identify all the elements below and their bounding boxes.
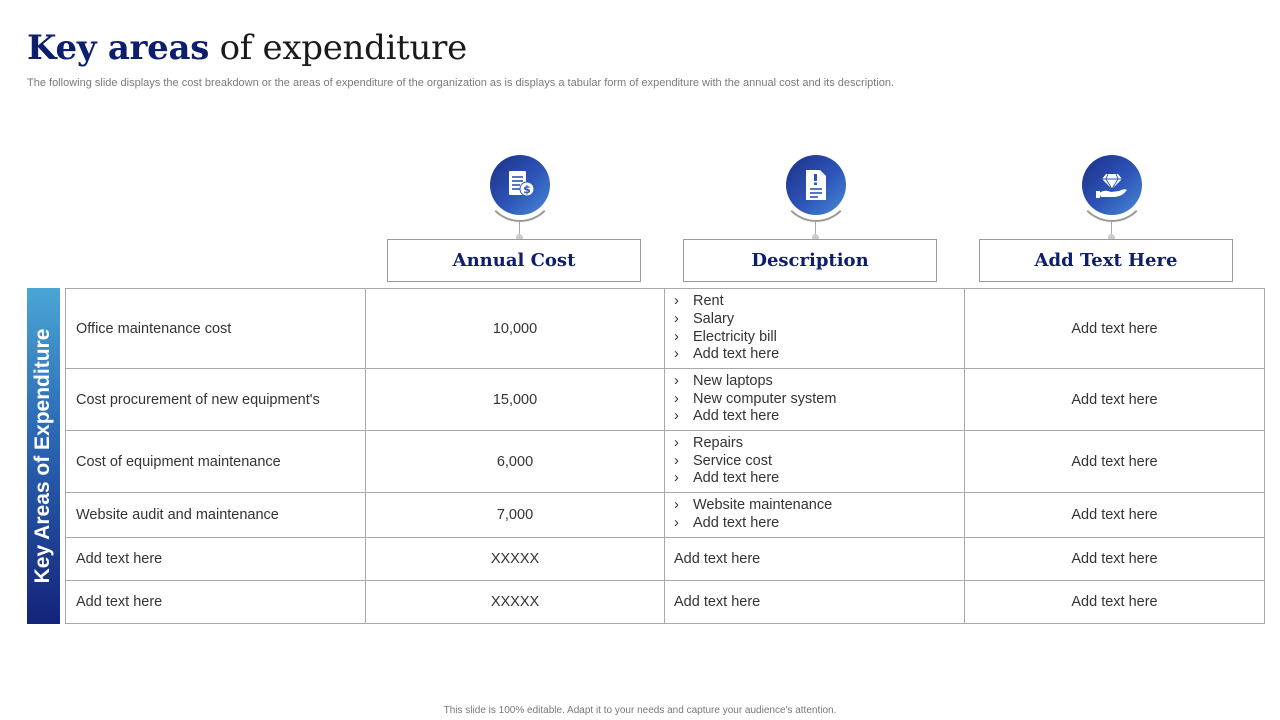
chevron-right-icon: › — [674, 328, 679, 345]
add-text-icon-badge — [1076, 150, 1148, 240]
document-icon — [786, 155, 846, 215]
chevron-right-icon: › — [674, 408, 679, 425]
description-cell — [665, 369, 965, 431]
chevron-right-icon: › — [674, 390, 679, 407]
description-list-item — [674, 293, 964, 311]
column-header-description: Description — [683, 239, 937, 282]
description-item-text: Website maintenance — [693, 497, 833, 514]
add-text-cell: Add text here — [965, 538, 1265, 581]
diamond-hand-icon — [1082, 155, 1142, 215]
chevron-right-icon: › — [674, 497, 679, 514]
side-label: Key Areas of Expenditure — [31, 328, 54, 584]
annual-cost-cell: XXXXX — [366, 581, 665, 624]
column-header-add-text: Add Text Here — [979, 239, 1233, 282]
description-cell — [665, 289, 965, 369]
expense-name-cell: Cost procurement of new equipment's — [66, 369, 366, 431]
chevron-right-icon: › — [674, 346, 679, 363]
add-text-cell: Add text here — [965, 369, 1265, 431]
chevron-right-icon: › — [674, 435, 679, 452]
description-list-item — [674, 329, 964, 347]
description-list-item — [674, 515, 964, 533]
description-item-text: Electricity bill — [693, 328, 777, 345]
description-list-item — [674, 346, 964, 364]
footer-note: This slide is 100% editable. Adapt it to your needs and capture your audience's attention. — [443, 705, 837, 716]
description-item-text: Service cost — [693, 452, 772, 469]
add-text-cell: Add text here — [965, 289, 1265, 369]
add-text-cell: Add text here — [965, 431, 1265, 493]
description-item-text: Add text here — [693, 346, 780, 363]
expenditure-table — [65, 288, 1265, 624]
description-list-item — [674, 408, 964, 426]
description-item-text: Add text here — [693, 470, 780, 487]
description-cell: Add text here — [665, 581, 965, 624]
table-row — [66, 581, 1265, 624]
description-icon-badge — [780, 150, 852, 240]
page-title — [27, 28, 467, 68]
expense-name-cell: Add text here — [66, 538, 366, 581]
annual-cost-icon-badge — [484, 150, 556, 240]
description-cell: Add text here — [665, 538, 965, 581]
description-list — [674, 497, 964, 532]
table-row — [66, 369, 1265, 431]
svg-text:$: $ — [523, 183, 531, 196]
chevron-right-icon: › — [674, 373, 679, 390]
table-row — [66, 493, 1265, 538]
description-item-text: Rent — [693, 293, 724, 310]
description-item-text: Add text here — [693, 515, 780, 531]
chevron-right-icon: › — [674, 470, 679, 487]
chevron-right-icon: › — [674, 515, 679, 531]
annual-cost-cell: 10,000 — [366, 289, 665, 369]
table-row — [66, 538, 1265, 581]
column-header-annual-cost: Annual Cost — [387, 239, 641, 282]
chevron-right-icon: › — [674, 452, 679, 469]
table-row — [66, 289, 1265, 369]
invoice-dollar-icon — [490, 155, 550, 215]
description-list — [674, 373, 964, 426]
description-list-item — [674, 311, 964, 329]
annual-cost-cell: 15,000 — [366, 369, 665, 431]
description-list-item — [674, 435, 964, 453]
description-cell — [665, 493, 965, 538]
table-row — [66, 431, 1265, 493]
chevron-right-icon: › — [674, 310, 679, 327]
description-item-text: Add text here — [693, 408, 780, 425]
description-list-item — [674, 453, 964, 471]
annual-cost-cell: XXXXX — [366, 538, 665, 581]
description-list — [674, 293, 964, 363]
page-subtitle: The following slide displays the cost breakdown or the areas of expenditure of the organization as is displays a tabular form of expenditure with the annual cost and its description. — [27, 77, 895, 89]
description-cell — [665, 431, 965, 493]
description-item-text: New computer system — [693, 390, 837, 407]
page-title-bold: Key areas — [27, 28, 210, 68]
chevron-right-icon: › — [674, 293, 679, 310]
expense-name-cell: Add text here — [66, 581, 366, 624]
description-list-item — [674, 373, 964, 391]
expense-name-cell: Website audit and maintenance — [66, 493, 366, 538]
description-list-item — [674, 391, 964, 409]
annual-cost-cell: 7,000 — [366, 493, 665, 538]
annual-cost-cell: 6,000 — [366, 431, 665, 493]
description-list-item — [674, 470, 964, 488]
description-item-text: Salary — [693, 310, 735, 327]
add-text-cell: Add text here — [965, 581, 1265, 624]
description-item-text: New laptops — [693, 373, 773, 390]
side-label-bar — [27, 288, 60, 624]
description-list-item — [674, 497, 964, 515]
description-list — [674, 435, 964, 488]
add-text-cell: Add text here — [965, 493, 1265, 538]
page-title-rest: of expenditure — [219, 28, 467, 68]
expense-name-cell: Cost of equipment maintenance — [66, 431, 366, 493]
expense-name-cell: Office maintenance cost — [66, 289, 366, 369]
description-item-text: Repairs — [693, 435, 743, 452]
